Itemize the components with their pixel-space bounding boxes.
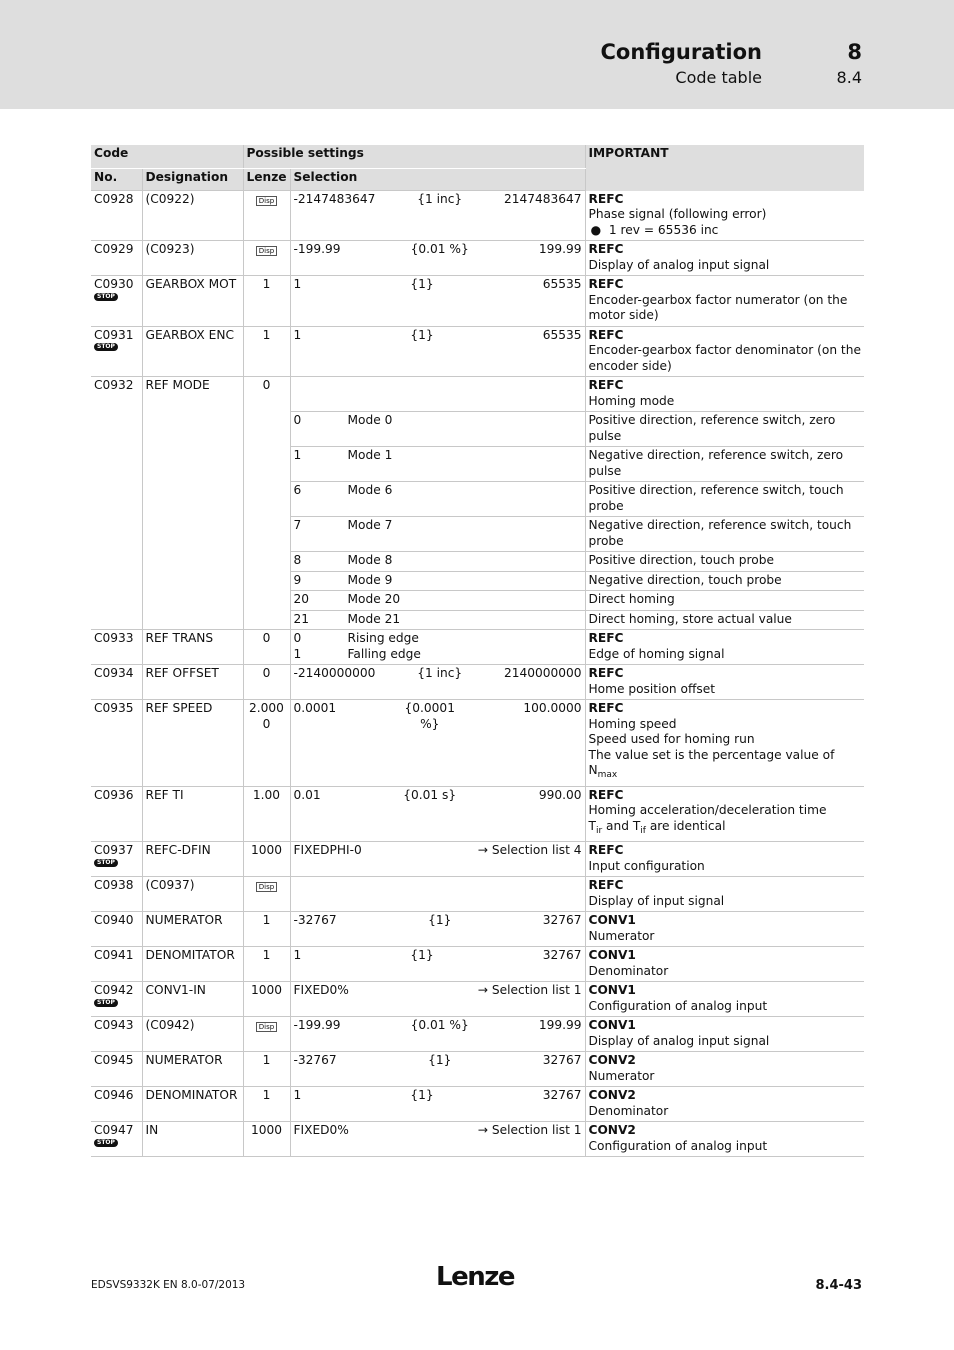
info-line: Edge of homing signal bbox=[588, 646, 725, 661]
disp-badge: Disp bbox=[256, 882, 277, 892]
table-row bbox=[91, 276, 864, 327]
table-row bbox=[91, 947, 864, 982]
function-block: CONV1 bbox=[588, 983, 636, 997]
lenze-value bbox=[243, 191, 290, 241]
mode-number: 9 bbox=[293, 572, 302, 587]
max-value: 199.99 bbox=[538, 1018, 582, 1032]
disp-badge: Disp bbox=[256, 246, 277, 256]
lenze-value: 1 bbox=[243, 276, 290, 327]
code-no: C0942 STOP bbox=[91, 982, 142, 1017]
info-line: Speed used for homing run bbox=[588, 732, 755, 746]
selection bbox=[290, 982, 585, 1017]
info-line: Input configuration bbox=[588, 858, 705, 873]
min-value: 1 bbox=[293, 1088, 302, 1102]
min-value: 1 bbox=[293, 327, 302, 342]
mode-number: 0 bbox=[293, 413, 302, 427]
header-code: Code bbox=[91, 145, 243, 169]
max-value: 2147483647 bbox=[503, 192, 582, 206]
lenze-value: 1000 bbox=[243, 842, 290, 877]
info-line: Encoder-gearbox factor denominator (on the encoder side) bbox=[588, 343, 861, 373]
designation: REF SPEED bbox=[142, 700, 243, 787]
important bbox=[585, 842, 864, 877]
header-lenze: Lenze bbox=[243, 169, 290, 191]
mode-info: Negative direction, reference switch, touch probe bbox=[585, 517, 864, 552]
code-no: C0935 bbox=[91, 700, 142, 787]
important bbox=[585, 1087, 864, 1122]
info-line: Display of analog input signal bbox=[588, 1033, 770, 1048]
selection bbox=[290, 191, 585, 241]
table-header-row bbox=[91, 145, 864, 169]
designation: REF TI bbox=[142, 786, 243, 842]
important bbox=[585, 1052, 864, 1087]
step-value: {1} bbox=[428, 913, 452, 927]
important bbox=[585, 877, 864, 912]
lenze-value bbox=[243, 1017, 290, 1052]
function-block: REFC bbox=[588, 327, 624, 342]
designation: GEARBOX MOT bbox=[142, 276, 243, 327]
code-no: C0940 bbox=[91, 912, 142, 947]
min-value: -199.99 bbox=[293, 242, 341, 256]
selection bbox=[290, 912, 585, 947]
mode-info: Direct homing bbox=[585, 591, 864, 611]
lenze-value: 1 bbox=[243, 1052, 290, 1087]
important bbox=[585, 326, 864, 377]
designation: REF MODE bbox=[142, 377, 243, 630]
designation: (C0923) bbox=[142, 241, 243, 276]
function-block: REFC bbox=[588, 378, 624, 392]
table-row bbox=[91, 912, 864, 947]
table-row bbox=[91, 877, 864, 912]
table-row bbox=[91, 191, 864, 241]
step-value: {1} bbox=[410, 1088, 434, 1102]
designation: (C0937) bbox=[142, 877, 243, 912]
code-no: C0947 STOP bbox=[91, 1122, 142, 1157]
table-row bbox=[91, 842, 864, 877]
lenze-value: 1000 bbox=[243, 1122, 290, 1157]
function-block: REFC bbox=[588, 242, 624, 256]
selection bbox=[290, 665, 585, 700]
important bbox=[585, 630, 864, 665]
lenze-value: 2.0000 bbox=[243, 700, 290, 787]
selection-list-ref: → Selection list 1 bbox=[477, 983, 582, 997]
header-no: No. bbox=[91, 169, 142, 191]
designation: NUMERATOR bbox=[142, 912, 243, 947]
page-header bbox=[0, 0, 954, 109]
code-no: C0929 bbox=[91, 241, 142, 276]
designation: REF OFFSET bbox=[142, 665, 243, 700]
code-no: C0928 bbox=[91, 191, 142, 241]
function-block: CONV1 bbox=[588, 1018, 636, 1032]
section-title: Code table bbox=[675, 68, 762, 87]
important bbox=[585, 276, 864, 327]
info-line: Numerator bbox=[588, 928, 655, 943]
designation: CONV1-IN bbox=[142, 982, 243, 1017]
selection bbox=[290, 1087, 585, 1122]
mode-name: Mode 9 bbox=[347, 572, 393, 587]
step-value: {1} bbox=[410, 277, 434, 291]
option-number: 1 bbox=[293, 646, 302, 661]
selection bbox=[290, 276, 585, 327]
info-line: Homing acceleration/deceleration time bbox=[588, 803, 827, 817]
info-line: Home position offset bbox=[588, 681, 715, 696]
option-number: 0 bbox=[293, 631, 302, 645]
code-no: C0945 bbox=[91, 1052, 142, 1087]
info-line: $T_{ir}$ and $T_{if}$ are identical bbox=[588, 818, 726, 836]
min-value: 1 bbox=[293, 948, 302, 962]
function-block: REFC bbox=[588, 701, 624, 715]
info-line: Denominator bbox=[588, 963, 669, 978]
important bbox=[585, 665, 864, 700]
selection-list-ref: → Selection list 4 bbox=[477, 843, 582, 857]
function-block: REFC bbox=[588, 666, 624, 680]
mode-name: Mode 8 bbox=[347, 553, 393, 567]
selection bbox=[290, 241, 585, 276]
function-block: CONV2 bbox=[588, 1088, 636, 1102]
code-no: C0934 bbox=[91, 665, 142, 700]
mode-number: 1 bbox=[293, 448, 302, 462]
table-row bbox=[91, 982, 864, 1017]
mode-name: Mode 21 bbox=[347, 611, 401, 626]
selection-list-ref: → Selection list 1 bbox=[477, 1123, 582, 1137]
step-value: {0.01 s} bbox=[403, 787, 457, 802]
function-block: REFC bbox=[588, 843, 624, 857]
designation: REF TRANS bbox=[142, 630, 243, 665]
step-value: {1 inc} bbox=[417, 666, 463, 680]
function-block: CONV2 bbox=[588, 1053, 636, 1067]
info-line: Encoder-gearbox factor numerator (on the motor side) bbox=[588, 292, 848, 322]
min-value: -32767 bbox=[293, 913, 337, 927]
info-bullet: ● 1 rev = 65536 inc bbox=[590, 222, 719, 237]
code-no: C0941 bbox=[91, 947, 142, 982]
info-line: Display of analog input signal bbox=[588, 257, 770, 272]
mode-name: Mode 1 bbox=[347, 448, 393, 462]
important bbox=[585, 947, 864, 982]
stop-badge: STOP bbox=[94, 343, 118, 351]
lenze-value: 0 bbox=[243, 665, 290, 700]
lenze-logo: Lenze bbox=[436, 1262, 514, 1292]
chapter-number: 8 bbox=[847, 40, 862, 64]
step-value: {1} bbox=[410, 948, 434, 962]
selection bbox=[290, 877, 585, 912]
max-value: 199.99 bbox=[538, 242, 582, 256]
code-no: C0938 bbox=[91, 877, 142, 912]
lenze-value: 1 bbox=[243, 1087, 290, 1122]
max-value: 2140000000 bbox=[503, 666, 582, 680]
mode-name: Mode 6 bbox=[347, 483, 393, 497]
selection bbox=[290, 326, 585, 377]
important bbox=[585, 377, 864, 412]
document-id: EDSVS9332K EN 8.0-07/2013 bbox=[91, 1279, 246, 1291]
selection bbox=[290, 947, 585, 982]
step-value: {0.01 %} bbox=[410, 1018, 469, 1032]
mode-info: Negative direction, reference switch, zero pulse bbox=[585, 447, 864, 482]
mode-name: Mode 20 bbox=[347, 592, 401, 606]
designation: NUMERATOR bbox=[142, 1052, 243, 1087]
important bbox=[585, 1017, 864, 1052]
table-row bbox=[91, 1017, 864, 1052]
min-value: -32767 bbox=[293, 1053, 337, 1067]
mode-number: 8 bbox=[293, 553, 302, 567]
function-block: CONV1 bbox=[588, 913, 636, 927]
step-value: {1} bbox=[428, 1053, 452, 1067]
function-block: REFC bbox=[588, 277, 624, 291]
max-value: 100.0000 bbox=[523, 701, 582, 715]
info-line: Display of input signal bbox=[588, 893, 725, 908]
info-line: Configuration of analog input bbox=[588, 998, 768, 1013]
lenze-value: 1.00 bbox=[243, 786, 290, 842]
important bbox=[585, 191, 864, 241]
mode-info: Positive direction, touch probe bbox=[585, 552, 864, 572]
designation: DENOMITATOR bbox=[142, 947, 243, 982]
selection bbox=[290, 700, 585, 787]
code-no: C0936 bbox=[91, 786, 142, 842]
section-number: 8.4 bbox=[836, 68, 862, 87]
min-value: -2140000000 bbox=[293, 666, 376, 680]
lenze-value: 1 bbox=[243, 912, 290, 947]
mode-info: Negative direction, touch probe bbox=[585, 571, 864, 591]
max-value: 32767 bbox=[542, 1053, 582, 1067]
stop-badge: STOP bbox=[94, 999, 118, 1007]
mode-name: Mode 7 bbox=[347, 518, 393, 532]
selection bbox=[290, 786, 585, 842]
page-number: 8.4-43 bbox=[815, 1278, 862, 1293]
code-no: C0930 STOP bbox=[91, 276, 142, 327]
code-no: C0946 bbox=[91, 1087, 142, 1122]
table-row bbox=[91, 1122, 864, 1157]
mode-info: Direct homing, store actual value bbox=[585, 610, 864, 630]
info-line: Denominator bbox=[588, 1103, 669, 1118]
code-no: C0943 bbox=[91, 1017, 142, 1052]
disp-badge: Disp bbox=[256, 196, 277, 206]
bullet-icon: ● bbox=[590, 222, 609, 237]
stop-badge: STOP bbox=[94, 1139, 118, 1147]
max-value: 65535 bbox=[542, 327, 582, 342]
min-value: 0.0001 bbox=[293, 701, 337, 715]
important bbox=[585, 700, 864, 787]
table-row bbox=[91, 377, 864, 412]
lenze-value: 0 bbox=[243, 630, 290, 665]
mode-number: 7 bbox=[293, 518, 302, 532]
info-line: Phase signal (following error) bbox=[588, 207, 767, 221]
table-row bbox=[91, 665, 864, 700]
max-value: 990.00 bbox=[538, 787, 582, 802]
max-value: 32767 bbox=[542, 913, 582, 927]
code-no: C0937 STOP bbox=[91, 842, 142, 877]
header-designation: Designation bbox=[142, 169, 243, 191]
option-label: Rising edge bbox=[347, 631, 419, 645]
header-possible-settings: Possible settings bbox=[243, 145, 585, 169]
max-value: 65535 bbox=[542, 277, 582, 291]
lenze-value bbox=[243, 241, 290, 276]
important bbox=[585, 982, 864, 1017]
min-value: -2147483647 bbox=[293, 192, 376, 206]
designation: REFC-DFIN bbox=[142, 842, 243, 877]
code-no: C0933 bbox=[91, 630, 142, 665]
code-no: C0932 bbox=[91, 377, 142, 630]
function-block: REFC bbox=[588, 878, 624, 892]
designation: (C0942) bbox=[142, 1017, 243, 1052]
max-value: 32767 bbox=[542, 1088, 582, 1102]
option-label: Falling edge bbox=[347, 646, 421, 661]
default-value: FIXED0% bbox=[293, 1123, 349, 1137]
selection bbox=[290, 377, 585, 412]
min-value: 1 bbox=[293, 277, 302, 291]
lenze-value: 1 bbox=[243, 326, 290, 377]
lenze-value: 1 bbox=[243, 947, 290, 982]
step-value: {1 inc} bbox=[417, 192, 463, 206]
important bbox=[585, 912, 864, 947]
table-row bbox=[91, 786, 864, 842]
function-block: CONV2 bbox=[588, 1123, 636, 1137]
info-line: Homing speed bbox=[588, 716, 677, 731]
table-row bbox=[91, 700, 864, 787]
selection bbox=[290, 842, 585, 877]
step-value: {0.01 %} bbox=[410, 242, 469, 256]
function-block: REFC bbox=[588, 191, 624, 206]
info-line: Homing mode bbox=[588, 393, 675, 408]
selection bbox=[290, 1122, 585, 1157]
table-row bbox=[91, 241, 864, 276]
table-row bbox=[91, 1087, 864, 1122]
important bbox=[585, 786, 864, 842]
info-line: The value set is the percentage value of $N_{max}$ bbox=[588, 747, 835, 780]
code-no: C0931 STOP bbox=[91, 326, 142, 377]
function-block: CONV1 bbox=[588, 948, 636, 962]
designation: DENOMINATOR bbox=[142, 1087, 243, 1122]
info-line: Configuration of analog input bbox=[588, 1138, 768, 1153]
mode-info: Positive direction, reference switch, touch probe bbox=[585, 482, 864, 517]
important bbox=[585, 241, 864, 276]
stop-badge: STOP bbox=[94, 859, 118, 867]
table-row bbox=[91, 326, 864, 377]
important bbox=[585, 1122, 864, 1157]
mode-number: 6 bbox=[293, 483, 302, 497]
table-row bbox=[91, 1052, 864, 1087]
function-block: REFC bbox=[588, 787, 624, 802]
chapter-title: Configuration bbox=[600, 40, 762, 64]
header-important: IMPORTANT bbox=[585, 145, 864, 191]
designation: IN bbox=[142, 1122, 243, 1157]
lenze-value: 1000 bbox=[243, 982, 290, 1017]
mode-name: Mode 0 bbox=[347, 413, 393, 427]
designation: (C0922) bbox=[142, 191, 243, 241]
mode-number: 20 bbox=[293, 592, 310, 606]
info-line: Numerator bbox=[588, 1068, 655, 1083]
stop-badge: STOP bbox=[94, 293, 118, 301]
step-value: {0.0001 %} bbox=[404, 701, 455, 731]
mode-info: Positive direction, reference switch, zero pulse bbox=[585, 412, 864, 447]
selection bbox=[290, 1052, 585, 1087]
selection bbox=[290, 1017, 585, 1052]
mode-number: 21 bbox=[293, 611, 310, 626]
max-value: 32767 bbox=[542, 948, 582, 962]
min-value: -199.99 bbox=[293, 1018, 341, 1032]
step-value: {1} bbox=[410, 327, 434, 342]
disp-badge: Disp bbox=[256, 1022, 277, 1032]
designation: GEARBOX ENC bbox=[142, 326, 243, 377]
default-value: FIXED0% bbox=[293, 983, 349, 997]
lenze-value: 0 bbox=[243, 377, 290, 630]
selection bbox=[290, 630, 585, 665]
default-value: FIXEDPHI-0 bbox=[293, 843, 362, 857]
function-block: REFC bbox=[588, 631, 624, 645]
table-row bbox=[91, 630, 864, 665]
min-value: 0.01 bbox=[293, 787, 321, 802]
lenze-value bbox=[243, 877, 290, 912]
header-selection: Selection bbox=[290, 169, 585, 191]
code-table bbox=[91, 145, 864, 1157]
